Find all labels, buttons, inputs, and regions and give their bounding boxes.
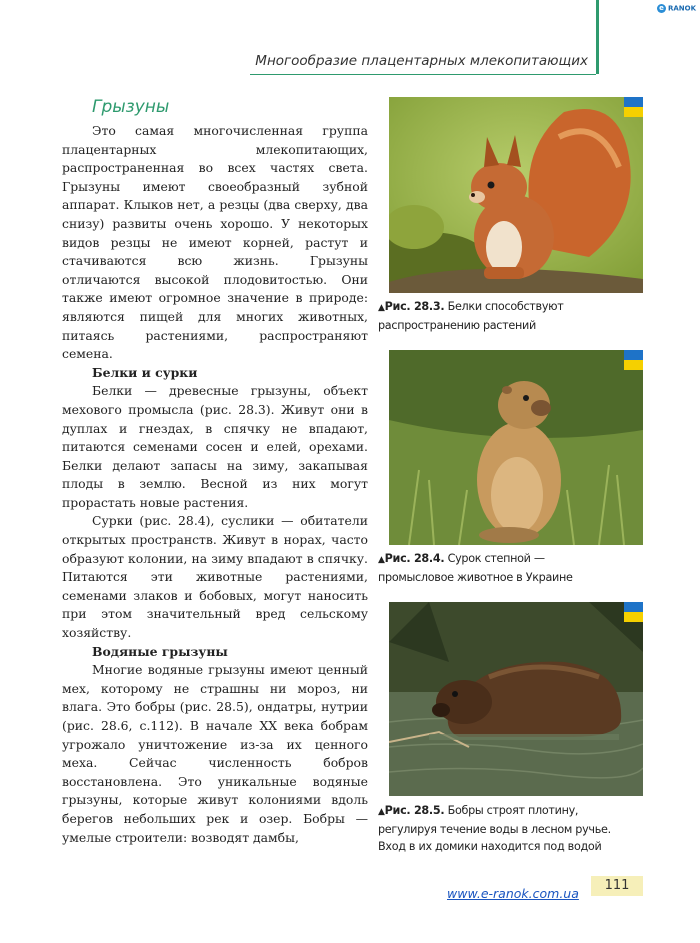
running-header xyxy=(250,52,596,75)
ukraine-flag-icon xyxy=(624,97,643,117)
figure-label: Рис. 28.3. xyxy=(384,300,445,313)
subheading-water-rodents: Водяные грызуны xyxy=(92,643,228,659)
triangle-marker-icon: ▲ xyxy=(378,555,385,565)
figure-label: Рис. 28.5. xyxy=(384,804,445,817)
marmots-paragraph: Сурки (рис. 28.4), суслики — обитатели открытых пространств. Живут в норах, часто образуют колонии, на зиму впадают в спячку. Питаются эти животные растениями, семенами злаков и бобовых, могут наносить при этом значительный вред сельскому хозяйству. xyxy=(62,513,368,641)
triangle-marker-icon: ▲ xyxy=(378,807,385,817)
brand-logo xyxy=(657,4,696,13)
chapter-title: Многообразие плацентарных млекопитающих xyxy=(255,53,588,69)
figure-caption-28-4 xyxy=(378,550,658,586)
figure-label: Рис. 28.4. xyxy=(384,552,445,565)
ukraine-flag-icon xyxy=(624,350,643,370)
marmot-illustration xyxy=(389,350,643,545)
caption-line-1: Бобры строят плотину, xyxy=(447,804,579,817)
caption-line-2: распространению растений xyxy=(378,319,536,332)
brand-mark-icon: e xyxy=(657,4,666,13)
brand-name: RANOK xyxy=(667,4,696,13)
squirrel-illustration xyxy=(389,97,643,293)
figure-caption-28-3 xyxy=(378,298,658,334)
caption-line-3: Вход в их домики находится под водой xyxy=(378,840,602,853)
page-number: 111 xyxy=(591,876,643,896)
marmot-photo xyxy=(389,350,643,545)
header-divider-line xyxy=(596,0,599,74)
squirrel-photo xyxy=(389,97,643,293)
section-title: Грызуны xyxy=(92,97,170,117)
intro-paragraph: Это самая многочисленная группа плацентарных млекопитающих, распространенная во всех частях света. Грызуны имеют своеобразный зубной аппарат. Клыков нет, а резцы (два сверху, два снизу) развиты очень хорошо. У некоторых видов резцы не имеют корней, растут и стачиваются всю жизнь. Грызуны отличаются высокой плодовитостью. Они также имеют огромное значение в природе: являются пищей для многих животных, питаясь растениями, распространяют семена. xyxy=(62,123,368,362)
figure-caption-28-5 xyxy=(378,802,658,855)
caption-line-2: регулируя течение воды в лесном ручье. xyxy=(378,823,611,836)
subheading-squirrels: Белки и сурки xyxy=(92,364,198,380)
caption-line-1: Сурок степной — xyxy=(447,552,545,565)
water-rodents-paragraph: Многие водяные грызуны имеют ценный мех, которому не страшны ни мороз, ни влага. Это бобры (рис. 28.5), ондатры, нутрии (рис. 28.6, с.112). В начале XX века бобрам угрожало уничтожение из-за их ценного меха. Сейчас численность бобров восстановлена. Это уникальные водяные грызуны, которые живут колониями вдоль берегов небольших рек и озер. Бобры — умелые строители: возводят дамбы, xyxy=(62,662,368,845)
ukraine-flag-icon xyxy=(624,602,643,622)
caption-line-2: промысловое животное в Украине xyxy=(378,571,573,584)
beaver-photo xyxy=(389,602,643,796)
main-text-column xyxy=(62,96,368,847)
squirrels-paragraph: Белки — древесные грызуны, объект мехового промысла (рис. 28.3). Живут они в дуплах и гнездах, в спячку не впадают, питаются семенами сосен и елей, орехами. Белки делают запасы на зиму, закапывая плоды в землю. Весной из них могут прорастать новые растения. xyxy=(62,383,368,510)
caption-line-1: Белки способствуют xyxy=(447,300,564,313)
triangle-marker-icon: ▲ xyxy=(378,303,385,313)
publisher-link[interactable]: www.e-ranok.com.ua xyxy=(447,886,579,901)
beaver-illustration xyxy=(389,602,643,796)
